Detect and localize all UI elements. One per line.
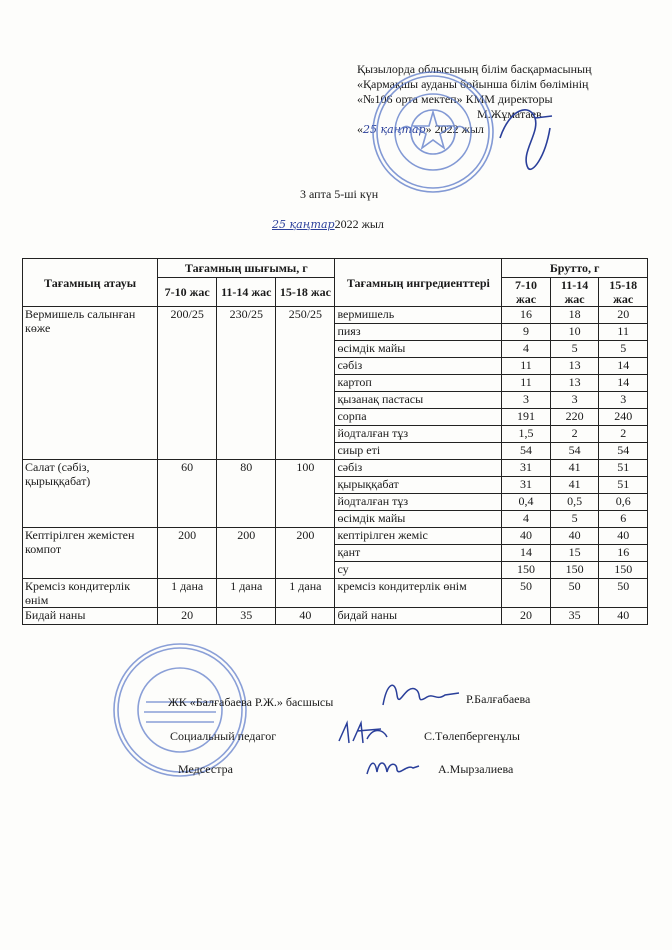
- ingredient-gross: 4: [502, 511, 551, 528]
- signatory-name-3: А.Мырзалиева: [438, 762, 514, 776]
- approval-line-3: «№106 орта мектеп» КММ директоры: [357, 92, 553, 106]
- dish-output: 200: [158, 528, 217, 579]
- ingredient-name: сиыр еті: [335, 443, 502, 460]
- ingredient-gross: 54: [550, 443, 599, 460]
- ingredient-gross: 0,5: [550, 494, 599, 511]
- ingredient-gross: 50: [550, 579, 599, 608]
- ingredient-gross: 35: [550, 608, 599, 625]
- director-name: М.Жұматаев: [477, 107, 542, 121]
- header-dish-name: Тағамның атауы: [23, 259, 158, 307]
- ingredient-name: кремсіз кондитерлік өнім: [335, 579, 502, 608]
- ingredient-gross: 5: [550, 511, 599, 528]
- ingredient-name: сәбіз: [335, 358, 502, 375]
- dish-output: 1 дана: [276, 579, 335, 608]
- handwritten-date: 25 қаңтар: [363, 123, 426, 136]
- week-day-label: 3 апта 5-ші күн: [300, 187, 379, 201]
- ingredient-gross: 4: [502, 341, 551, 358]
- ingredient-gross: 15: [550, 545, 599, 562]
- header-gross-11-14: 11-14 жас: [550, 278, 599, 307]
- dish-output: 60: [158, 460, 217, 528]
- dish-name: Бидай наны: [23, 608, 158, 625]
- ingredient-name: қант: [335, 545, 502, 562]
- ingredient-name: сәбіз: [335, 460, 502, 477]
- ingredient-name: пияз: [335, 324, 502, 341]
- dish-output: 80: [217, 460, 276, 528]
- ingredient-gross: 51: [599, 477, 648, 494]
- ingredient-gross: 150: [502, 562, 551, 579]
- ingredient-name: картоп: [335, 375, 502, 392]
- ingredient-gross: 2: [550, 426, 599, 443]
- ingredient-gross: 40: [502, 528, 551, 545]
- ingredient-name: қызанақ пастасы: [335, 392, 502, 409]
- ingredient-gross: 14: [599, 358, 648, 375]
- signatory-name-2: С.Төлепбергенұлы: [424, 729, 520, 743]
- handwritten-menu-date: 25 қаңтар: [272, 218, 335, 231]
- ingredient-name: сорпа: [335, 409, 502, 426]
- ingredient-gross: 16: [502, 307, 551, 324]
- header-gross-15-18: 15-18 жас: [599, 278, 648, 307]
- dish-name: Салат (сәбіз, қырыққабат): [23, 460, 158, 528]
- signature-3-icon: [363, 752, 423, 782]
- dish-output: 1 дана: [217, 579, 276, 608]
- ingredient-gross: 11: [502, 358, 551, 375]
- dish-output: 100: [276, 460, 335, 528]
- ingredient-gross: 0,4: [502, 494, 551, 511]
- dish-output: 35: [217, 608, 276, 625]
- ingredient-gross: 50: [502, 579, 551, 608]
- ingredient-name: йодталған тұз: [335, 494, 502, 511]
- ingredient-name: бидай наны: [335, 608, 502, 625]
- header-gross-7-10: 7-10 жас: [502, 278, 551, 307]
- ingredient-gross: 41: [550, 460, 599, 477]
- ingredient-gross: 2: [599, 426, 648, 443]
- approval-line-2: «Қармақшы ауданы бойынша білім бөлімінің: [357, 77, 589, 91]
- dish-name: Кептірілген жемістен компот: [23, 528, 158, 579]
- ingredient-gross: 40: [599, 528, 648, 545]
- ingredient-name: өсімдік майы: [335, 511, 502, 528]
- ingredient-gross: 150: [550, 562, 599, 579]
- ingredient-name: вермишель: [335, 307, 502, 324]
- ingredient-gross: 40: [550, 528, 599, 545]
- ingredient-gross: 16: [599, 545, 648, 562]
- header-gross: Брутто, г: [502, 259, 648, 278]
- ingredient-gross: 150: [599, 562, 648, 579]
- dish-name: Вермишель салынған көже: [23, 307, 158, 460]
- ingredient-gross: 20: [599, 307, 648, 324]
- ingredient-gross: 220: [550, 409, 599, 426]
- ingredient-gross: 5: [550, 341, 599, 358]
- approval-line-1: Қызылорда облысының білім басқармасының: [357, 62, 592, 76]
- header-age-15-18: 15-18 жас: [276, 278, 335, 307]
- dish-output: 200/25: [158, 307, 217, 460]
- signature-1-icon: [375, 675, 465, 715]
- signatory-name-1: Р.Балғабаева: [466, 692, 531, 706]
- ingredient-gross: 31: [502, 460, 551, 477]
- ingredient-gross: 40: [599, 608, 648, 625]
- ingredient-gross: 14: [502, 545, 551, 562]
- ingredient-gross: 11: [599, 324, 648, 341]
- dish-output: 230/25: [217, 307, 276, 460]
- ingredient-gross: 11: [502, 375, 551, 392]
- dish-output: 200: [217, 528, 276, 579]
- ingredient-gross: 41: [550, 477, 599, 494]
- signatory-title-2: Социальный педагог: [170, 729, 277, 743]
- ingredient-gross: 51: [599, 460, 648, 477]
- ingredient-name: өсімдік майы: [335, 341, 502, 358]
- dish-name: Кремсіз кондитерлік өнім: [23, 579, 158, 608]
- ingredient-gross: 3: [599, 392, 648, 409]
- dish-output: 40: [276, 608, 335, 625]
- ingredient-gross: 14: [599, 375, 648, 392]
- signature-2-icon: [333, 717, 393, 747]
- ingredient-gross: 54: [502, 443, 551, 460]
- ingredient-gross: 13: [550, 375, 599, 392]
- ingredient-name: йодталған тұз: [335, 426, 502, 443]
- ingredient-name: кептірілген жеміс: [335, 528, 502, 545]
- header-age-7-10: 7-10 жас: [158, 278, 217, 307]
- ingredient-gross: 6: [599, 511, 648, 528]
- ingredient-gross: 3: [550, 392, 599, 409]
- dish-output: 250/25: [276, 307, 335, 460]
- ingredient-gross: 31: [502, 477, 551, 494]
- ingredient-gross: 5: [599, 341, 648, 358]
- header-ingredients: Тағамның ингредиенттері: [335, 259, 502, 307]
- ingredient-gross: 20: [502, 608, 551, 625]
- dish-output: 200: [276, 528, 335, 579]
- ingredient-gross: 1,5: [502, 426, 551, 443]
- ingredient-gross: 10: [550, 324, 599, 341]
- ingredient-gross: 191: [502, 409, 551, 426]
- ingredient-name: су: [335, 562, 502, 579]
- dish-output: 1 дана: [158, 579, 217, 608]
- ingredient-gross: 0,6: [599, 494, 648, 511]
- ingredient-gross: 50: [599, 579, 648, 608]
- header-output: Тағамның шығымы, г: [158, 259, 335, 278]
- ingredient-gross: 18: [550, 307, 599, 324]
- signatory-title-1: ЖК «Балғабаева Р.Ж.» басшысы: [168, 695, 334, 709]
- signatory-title-3: Медсестра: [178, 762, 233, 776]
- dish-output: 20: [158, 608, 217, 625]
- ingredient-gross: 54: [599, 443, 648, 460]
- ingredient-name: қырыққабат: [335, 477, 502, 494]
- ingredient-gross: 3: [502, 392, 551, 409]
- ingredient-gross: 9: [502, 324, 551, 341]
- ingredient-gross: 13: [550, 358, 599, 375]
- ingredient-gross: 240: [599, 409, 648, 426]
- menu-date: 25 қаңтар2022 жыл: [272, 217, 384, 231]
- approval-date: «25 қаңтар» 2022 жыл: [357, 122, 484, 136]
- header-age-11-14: 11-14 жас: [217, 278, 276, 307]
